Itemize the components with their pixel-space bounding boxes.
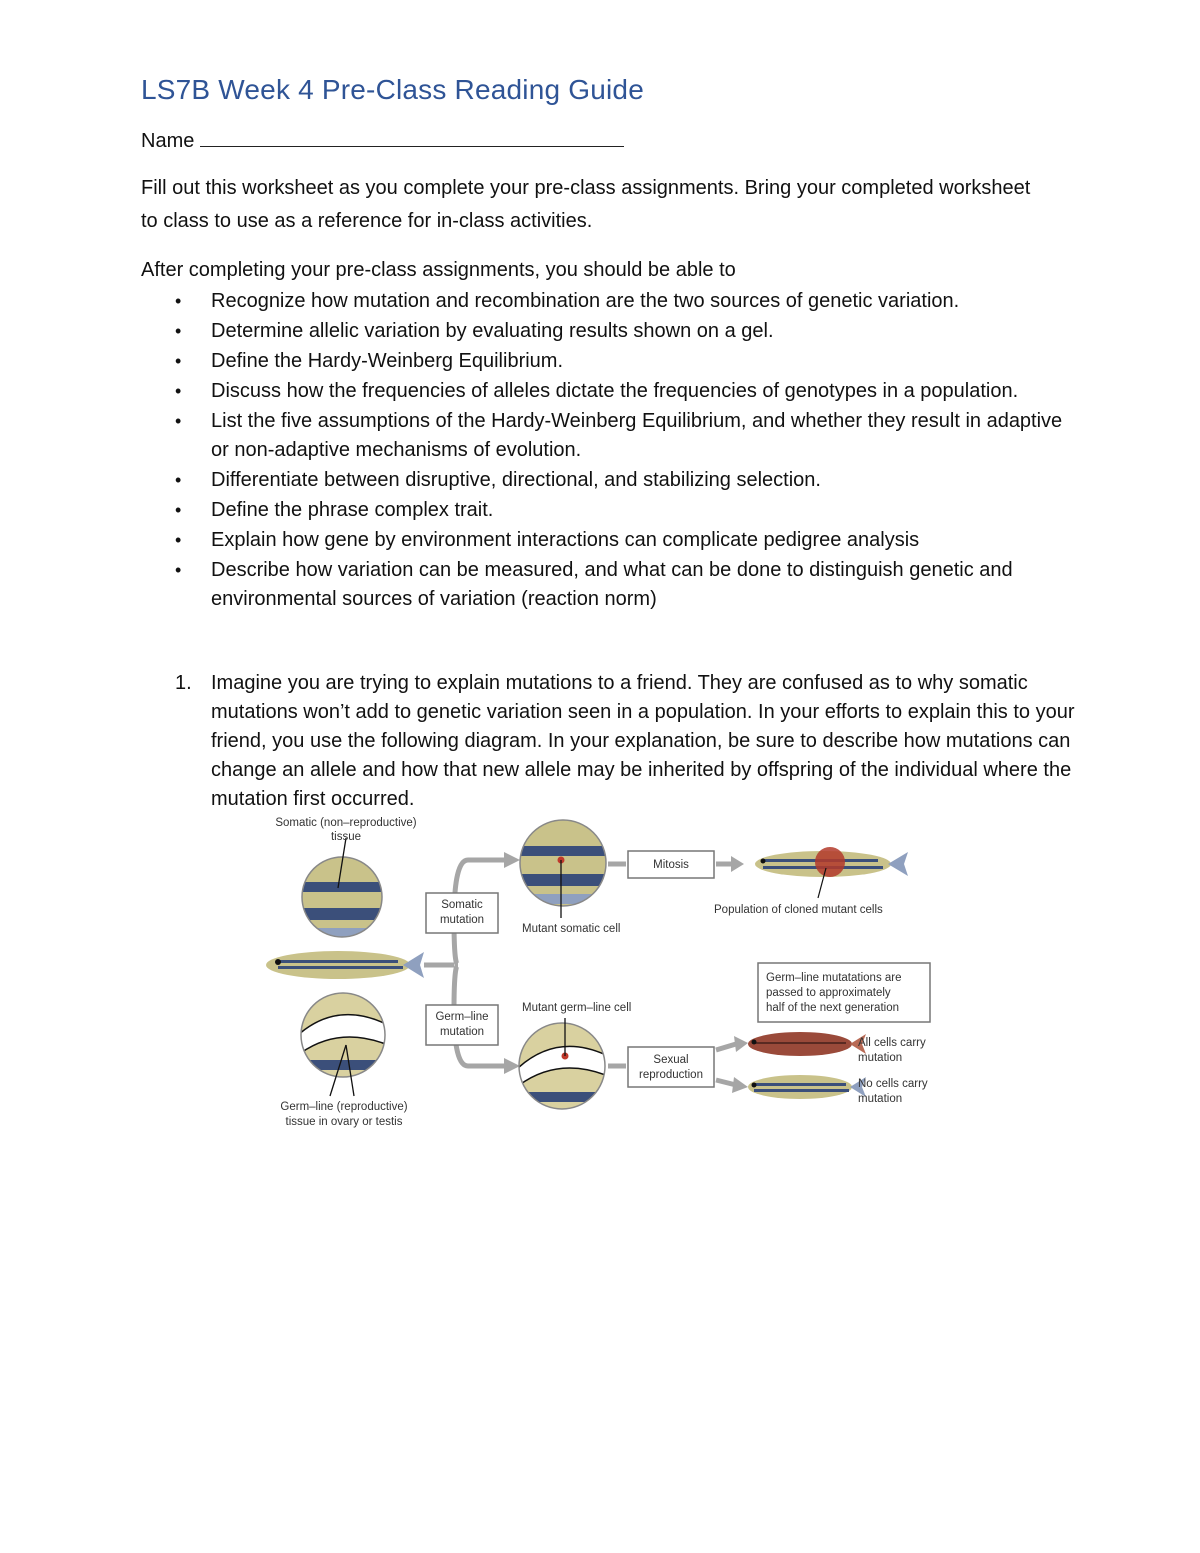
all-cells-label-2: mutation	[858, 1052, 903, 1064]
name-field-row	[141, 126, 624, 153]
objective-item: • Differentiate between disruptive, directional, and stabilizing selection.	[141, 466, 1081, 495]
question-1	[141, 669, 1081, 814]
objective-item: • Discuss how the frequencies of alleles dictate the frequencies of genotypes in a population.	[141, 377, 1081, 406]
svg-text:Germ–line mutatations are: Germ–line mutatations are	[766, 972, 902, 984]
somatic-mutation-box	[426, 893, 498, 933]
all-cells-label: All cells carry	[858, 1037, 926, 1049]
page-title: LS7B Week 4 Pre-Class Reading Guide	[141, 74, 644, 105]
germline-mutation-box	[426, 1005, 498, 1045]
no-cells-label-2: mutation	[858, 1093, 903, 1105]
mutant-germline-cell-label: Mutant germ–line cell	[522, 1002, 632, 1014]
normal-offspring-fish-icon	[748, 1075, 866, 1099]
objective-item: • Define the Hardy-Weinberg Equilibrium.	[141, 347, 1081, 376]
svg-text:passed to approximately: passed to approximately	[766, 987, 891, 999]
somatic-tissue-circle	[298, 838, 388, 945]
svg-text:Mitosis: Mitosis	[653, 859, 689, 871]
svg-text:Sexual: Sexual	[653, 1054, 689, 1066]
mutation-diagram-svg	[258, 810, 948, 1135]
mutant-somatic-cell-label: Mutant somatic cell	[522, 923, 621, 935]
sexual-reproduction-box	[628, 1047, 714, 1087]
population-cloned-label: Population of cloned mutant cells	[714, 904, 883, 916]
mutant-germline-cell-circle	[518, 1018, 608, 1112]
germline-tissue-label-2: tissue in ovary or testis	[285, 1116, 403, 1128]
question-text: Imagine you are trying to explain mutations to a friend. They are confused as to why somatic mutations won’t add to genetic variation seen in a population. In your efforts to explain this to your friend, you use the following diagram. In your explanation, be sure to describe how mutations can change an allele and how that new allele may be inherited by offspring of the individual where the mutation first occurred.	[211, 672, 1075, 810]
mitosis-box	[628, 851, 714, 878]
mutant-somatic-cell-circle	[518, 820, 608, 918]
germline-note-box	[758, 963, 930, 1022]
objective-item: • Describe how variation can be measured, and what can be done to distinguish genetic and environmental sources of variation (reaction norm)	[141, 556, 1081, 614]
fish-icon	[266, 951, 424, 979]
intro-paragraph: Fill out this worksheet as you complete your pre-class assignments. Bring your completed worksheet to class to use as a reference for in-class activities.	[141, 177, 1031, 232]
germline-tissue-label: Germ–line (reproductive)	[280, 1101, 408, 1113]
bullet-icon: •	[175, 381, 182, 401]
name-label: Name	[141, 130, 195, 152]
svg-text:reproduction: reproduction	[639, 1069, 703, 1081]
somatic-tissue-label: Somatic (non–reproductive)	[275, 817, 417, 829]
somatic-tissue-label-2: tissue	[330, 831, 362, 843]
objective-item: • Determine allelic variation by evaluating results shown on a gel.	[141, 317, 1081, 346]
objective-item: • List the five assumptions of the Hardy-Weinberg Equilibrium, and whether they result in adaptive or non-adaptive mechanisms of evolution.	[141, 407, 1081, 465]
objectives-intro: After completing your pre-class assignments, you should be able to	[141, 259, 736, 281]
objectives-list	[141, 287, 1081, 615]
svg-text:mutation: mutation	[439, 914, 485, 926]
germline-tissue-circle	[298, 990, 388, 1096]
svg-text:Somatic: Somatic	[441, 899, 483, 911]
name-blank-line	[200, 126, 624, 147]
no-cells-label: No cells carry	[858, 1078, 928, 1090]
mutation-diagram	[258, 810, 948, 1135]
cloned-mutant-fish-icon	[755, 847, 908, 898]
svg-text:mutation: mutation	[439, 1026, 485, 1038]
mutant-offspring-fish-icon	[748, 1032, 866, 1056]
bullet-icon: •	[175, 291, 182, 311]
bullet-icon: •	[175, 411, 182, 431]
bullet-icon: •	[175, 560, 182, 580]
bullet-icon: •	[175, 500, 182, 520]
bullet-icon: •	[175, 530, 182, 550]
objective-item: • Explain how gene by environment interactions can complicate pedigree analysis	[141, 526, 1081, 555]
objective-item: • Recognize how mutation and recombination are the two sources of genetic variation.	[141, 287, 1081, 316]
bullet-icon: •	[175, 321, 182, 341]
bullet-icon: •	[175, 351, 182, 371]
svg-text:Germ–line: Germ–line	[435, 1011, 489, 1023]
bullet-icon: •	[175, 470, 182, 490]
objective-item: • Define the phrase complex trait.	[141, 496, 1081, 525]
question-number: 1.	[175, 672, 192, 694]
svg-text:half of the next generation: half of the next generation	[766, 1002, 899, 1014]
